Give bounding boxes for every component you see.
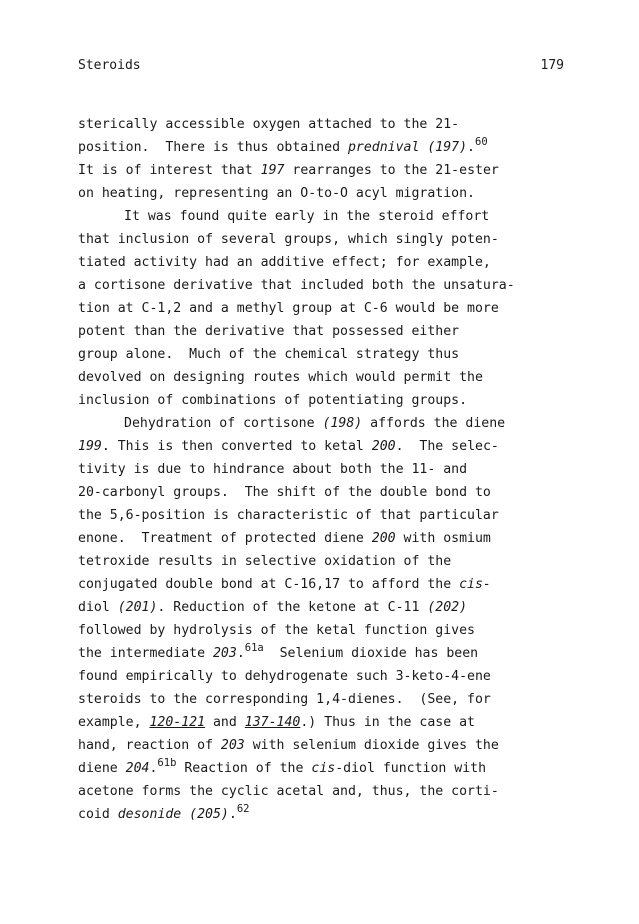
italic-text: 197 [260, 163, 285, 178]
text-line [78, 619, 598, 642]
text-line [78, 297, 598, 320]
text-segment: inclusion of combinations of potentiating groups. [78, 393, 468, 408]
text-line [78, 389, 598, 412]
text-line [78, 435, 598, 458]
text-line [78, 665, 598, 688]
text-line [78, 757, 598, 780]
text-line [78, 688, 598, 711]
text-line [78, 527, 598, 550]
text-line [78, 228, 598, 251]
text-segment: acetone forms the cyclic acetal and, thus, the corti- [78, 784, 499, 799]
text-segment: . [228, 807, 237, 822]
text-segment: affords the diene [362, 416, 506, 431]
text-line [78, 251, 598, 274]
text-line [78, 642, 598, 665]
text-line [78, 159, 598, 182]
text-line [78, 343, 598, 366]
text-line [78, 780, 598, 803]
text-segment: . The selec- [395, 439, 499, 454]
text-segment: steroids to the corresponding 1,4-dienes. (See, for [78, 692, 491, 707]
text-segment: .) Thus in the case at [300, 715, 475, 730]
text-line [78, 504, 598, 527]
text-segment: It is of interest that [78, 163, 261, 178]
page-number: 179 [540, 58, 564, 73]
text-line [78, 803, 598, 826]
text-segment: on heating, representing an O-to-O acyl migration. [78, 186, 475, 201]
italic-text: 200 [371, 531, 396, 546]
text-line [78, 320, 598, 343]
text-segment: . This is then converted to ketal [101, 439, 372, 454]
text-segment: 20-carbonyl groups. The shift of the double bond to [78, 485, 491, 500]
text-segment: Selenium dioxide has been [263, 646, 479, 661]
italic-text: 203 [212, 646, 237, 661]
italic-text: cis [311, 761, 336, 776]
italic-text: prednival (197) [347, 140, 468, 155]
text-line [78, 274, 598, 297]
text-segment: conjugated double bond at C-16,17 to afford the [78, 577, 460, 592]
text-segment: and [205, 715, 245, 730]
text-line [78, 205, 598, 228]
body-text [78, 113, 598, 826]
italic-text: 199 [78, 439, 102, 454]
text-segment: rearranges to the 21-ester [284, 163, 499, 178]
text-segment: followed by hydrolysis of the ketal function gives [78, 623, 475, 638]
italic-text: (201) [117, 600, 158, 615]
text-line [78, 412, 598, 435]
text-segment: . [467, 140, 475, 155]
text-line [78, 182, 598, 205]
footnote-reference: 61b [157, 757, 177, 769]
text-segment: with selenium dioxide gives the [244, 738, 499, 753]
text-segment: . [149, 761, 158, 776]
text-segment: tivity is due to hindrance about both the 11- and [78, 462, 468, 477]
text-segment: coid [78, 807, 118, 822]
text-line [78, 596, 598, 619]
text-segment: tetroxide results in selective oxidation of the [78, 554, 452, 569]
text-segment: tiated activity had an additive effect; for example, [78, 255, 491, 270]
text-segment: that inclusion of several groups, which singly poten- [78, 232, 499, 247]
italic-text: 203 [220, 738, 245, 753]
running-title: Steroids [78, 58, 141, 73]
italic-text: desonide (205) [117, 807, 229, 822]
text-segment: the 5,6-position is characteristic of that particular [78, 508, 499, 523]
text-segment: It was found quite early in the steroid effort [124, 209, 490, 224]
text-segment: -diol function with [335, 761, 487, 776]
text-line [78, 481, 598, 504]
text-segment: group alone. Much of the chemical strategy thus [78, 347, 460, 362]
text-line [78, 366, 598, 389]
italic-text: 204 [125, 761, 150, 776]
text-line [78, 550, 598, 573]
text-segment: diene [78, 761, 126, 776]
text-segment: diol [78, 600, 118, 615]
italic-text: (198) [322, 416, 363, 431]
text-line [78, 734, 598, 757]
italic-text: 200 [371, 439, 396, 454]
text-line [78, 573, 598, 596]
text-line [78, 711, 598, 734]
footnote-reference: 61a [244, 642, 264, 654]
italic-text: (202) [427, 600, 468, 615]
text-segment: hand, reaction of [78, 738, 221, 753]
text-segment: the intermediate [78, 646, 213, 661]
footnote-reference: 62 [236, 803, 250, 815]
italic-text: 137-140 [244, 715, 301, 730]
text-segment: a cortisone derivative that included both the unsatura- [78, 278, 515, 293]
text-segment: with osmium [395, 531, 491, 546]
text-line [78, 136, 598, 159]
text-segment: . [236, 646, 245, 661]
text-segment: Dehydration of cortisone [124, 416, 323, 431]
text-line [78, 113, 598, 136]
running-header [78, 58, 564, 73]
italic-text: cis- [459, 577, 491, 592]
text-segment: devolved on designing routes which would permit the [78, 370, 483, 385]
text-segment: sterically accessible oxygen attached to the 21- [78, 117, 460, 132]
text-segment: tion at C-1,2 and a methyl group at C-6 would be more [78, 301, 499, 316]
text-segment: enone. Treatment of protected diene [78, 531, 372, 546]
text-line [78, 458, 598, 481]
text-segment: . Reduction of the ketone at C-11 [157, 600, 428, 615]
italic-text: 120-121 [149, 715, 206, 730]
text-segment: position. There is thus obtained [78, 140, 348, 155]
text-segment: found empirically to dehydrogenate such 3-keto-4-ene [78, 669, 491, 684]
text-segment: Reaction of the [176, 761, 312, 776]
footnote-reference: 60 [475, 136, 488, 148]
text-segment: example, [78, 715, 150, 730]
text-segment: potent than the derivative that possessed either [78, 324, 460, 339]
